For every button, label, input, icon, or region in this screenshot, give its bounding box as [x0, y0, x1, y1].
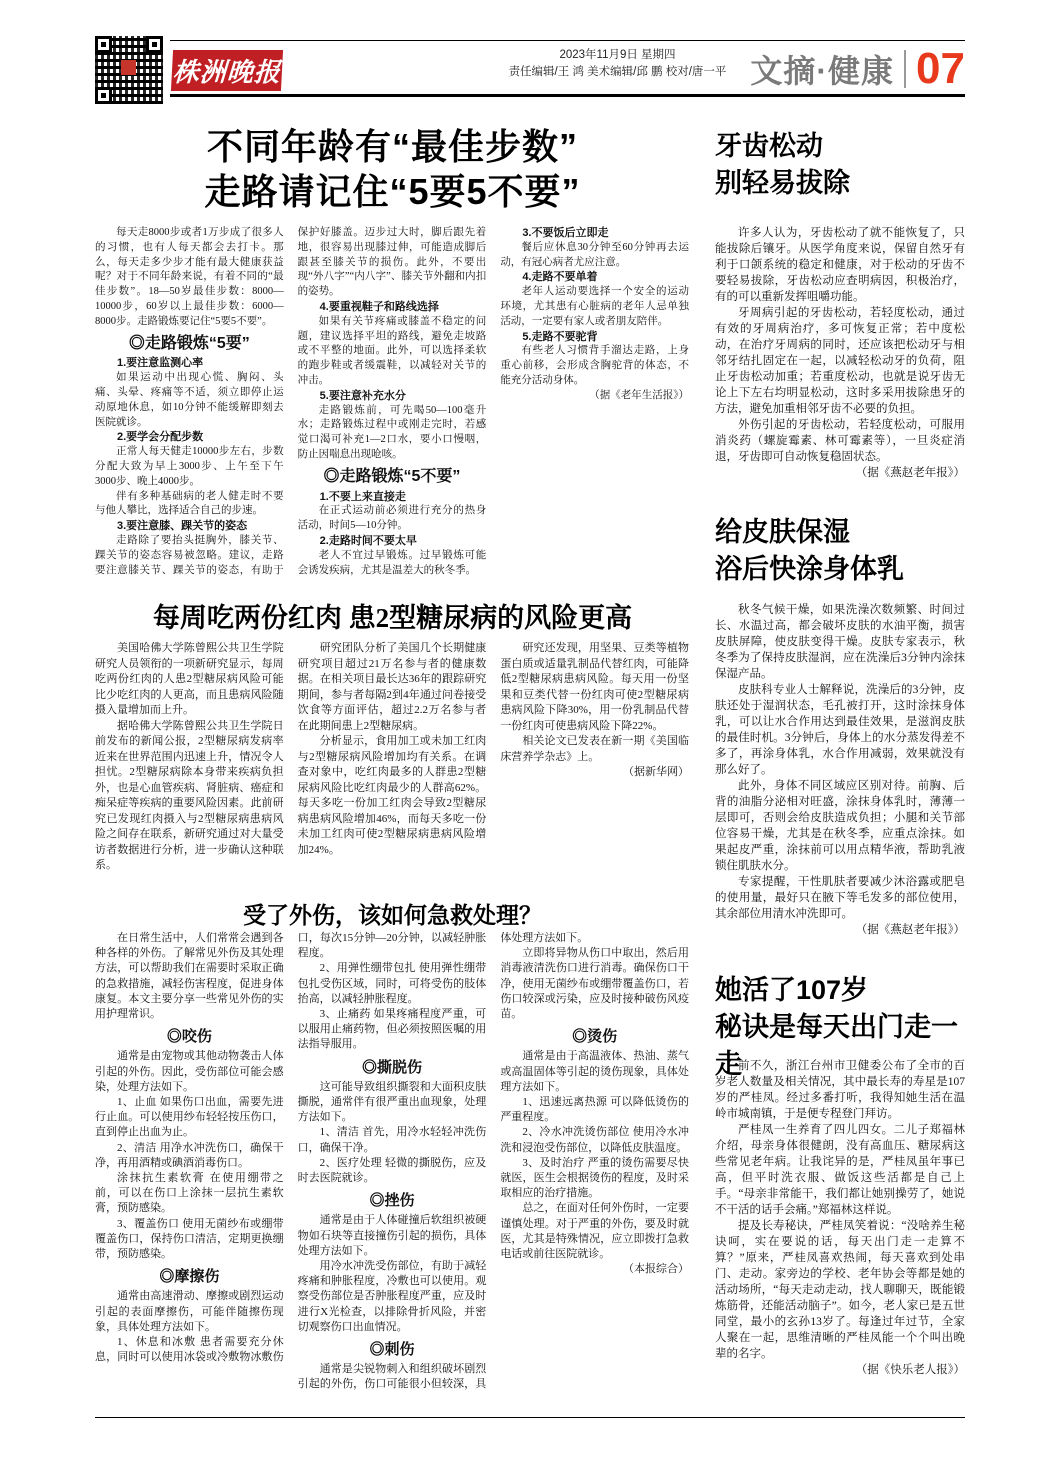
paragraph: 老人不宜过早锻炼。过早锻炼可能会诱发疾病，尤其是温差大的秋冬季。 [297, 549, 487, 576]
title-line-2: 秘诀是每天出门走一走 [715, 1012, 958, 1079]
paragraph: 3、止痛药 如果疼痛程度严重，可以服用止痛药物，但必须按照医嘱的用法指导服用。 [297, 1008, 487, 1051]
title-line-2: 别轻易拔除 [715, 168, 850, 198]
paragraph: 有些老人习惯背手溜达走路，上身重心前移，会形成含胸驼背的体态，不能充分活动身体。 [500, 345, 689, 386]
title-line-1: 给皮肤保湿 [715, 517, 850, 547]
qr-finder-icon [95, 87, 112, 104]
paragraph: 走路锻炼前，可先喝50—100毫升水；走路锻炼过程中或刚走完时，若感觉口渴可补充1—2口水，要小口慢咽，防止因喘息出现呛咳。 [297, 404, 487, 460]
source-attribution: （据《老年生活报》） [589, 389, 689, 401]
paragraph: 餐后应休息30分钟至60分钟再去运动，有冠心病者尤应注意。 [500, 241, 689, 268]
section-divider [904, 50, 906, 88]
paragraph: 走路除了要抬头挺胸外，膝关节、踝关节的姿态容易被忽略。建议，走路要注意膝关节、踝关节的姿态，有助于保护好膝盖。迈步过大时，脚后跟先着地，很容易出现膝过伸，可能造成脚后跟甚至膝关节的损伤。此外，不要出现“外八字”“内八字”、膝关节外翻和内扣的姿势。 [95, 227, 487, 576]
paragraph: 如果运动中出现心慌、胸闷、头痛、头晕、疼痛等不适，须立即停止运动原地休息，如10分钟不能缓解即刻去医院就诊。 [95, 372, 284, 428]
paragraph: 2、用弹性绷带包扎 使用弹性绷带包扎受伤区域，同时，可将受伤的肢体抬高，以减轻肿胀程度。 [297, 962, 487, 1005]
paragraph: 涂抹抗生素软膏 在使用绷带之前，可以在伤口上涂抹一层抗生素软膏，预防感染。 [95, 1172, 284, 1215]
paragraph: 专家提醒，干性肌肤者要减少沐浴露或肥皂的使用量，最好只在腋下等毛发多的部位使用，其余部位用清水冲洗即可。 [715, 876, 965, 920]
paragraph: 外伤引起的牙齿松动，若轻度松动，可服用消炎药（螺旋霉素、林可霉素等），一旦炎症消退，牙齿即可自动恢复稳固状态。 [715, 419, 965, 463]
date-line: 2023年11月9日 星期四 [559, 49, 676, 61]
skin-article-body [715, 602, 965, 970]
redmeat-article-body [95, 641, 689, 885]
paragraph: 每天走8000步或者1万步成了很多人的习惯，也有人每天都会去打卡。那么，每天走多少步才能有最大健康获益呢？对于不同年龄来说，有着不同的“最佳步数”。18—50岁最佳步数：8000—10000步，60岁以上最佳步数：6000—8000步。走路锻炼要记住“5要5不要”。 [95, 227, 284, 327]
paragraph: 相关论文已发表在新一期《美国临床营养学杂志》上。 [500, 735, 689, 763]
paragraph: 1、休息和冰敷 患者需要充分休息，同时可以使用冰袋或冷敷物冰敷伤口，每次15分钟—20分钟，以减轻肿胀程度。 [95, 932, 487, 1364]
list-item-head: 3.要注意膝、踝关节的姿态 [117, 520, 248, 533]
footer-rule [95, 1417, 965, 1418]
masthead-logo [171, 50, 283, 91]
paragraph: 严桂凤一生养育了四儿四女。二儿子郑福林介绍，母亲身体很健朗，没有高血压、糖尿病这些常见老年病。让我诧异的是，严桂凤虽年事已高，但平时洗衣服、做饭这些活都是自己上手。“母亲非常能干，我们都让她别操劳了，她说不干活的话手会痛。”郑福林这样说。 [715, 1124, 965, 1216]
paragraph: 分析显示，食用加工或未加工红肉与2型糖尿病风险增加均有关系。在调查对象中，吃红肉最多的人群患2型糖尿病风险比吃红肉最少的人群高62%。每天多吃一份加工红肉会导致2型糖尿病患病风险增加46%，而每天多吃一份未加工红肉可使2型糖尿病患病风险增加24%。 [297, 735, 487, 856]
subhead-bite-wound: ◎咬伤 [166, 1028, 212, 1046]
paragraph: 2、冷水冲洗烫伤部位 使用冷水冲洗和浸泡受伤部位，以降低皮肤温度。 [500, 1126, 689, 1154]
paragraph: 伴有多种基础病的老人健走时不要与他人攀比，选择适合自己的步速。 [95, 490, 284, 517]
list-item-head: 2.要学会分配步数 [117, 431, 204, 444]
paragraph: 通常由高速滑动、摩擦或剧烈运动引起的表面摩擦伤，可能伴随擦伤现象，具体处理方法如下。 [95, 1290, 284, 1333]
subhead-avulsion-wound: ◎撕脱伤 [361, 1058, 422, 1076]
paragraph: 3、及时治疗 严重的烫伤需要尽快就医，医生会根据烫伤的程度，及时采取相应的治疗措施。 [500, 1156, 689, 1200]
subhead-puncture-wound: ◎刺伤 [369, 1341, 415, 1359]
skin-article-title [715, 514, 965, 588]
subhead-friction-wound: ◎摩擦伤 [159, 1268, 220, 1286]
qr-finder-icon [95, 36, 112, 53]
headline-line-1: 不同年龄有“最佳步数” [206, 126, 578, 167]
list-item-head: 4.走路不要单着 [522, 271, 598, 284]
page-number: 07 [916, 44, 965, 93]
paragraph: 此外，身体不同区域应区别对待。前胸、后背的油脂分泌相对旺盛，涂抹身体乳时，薄薄一层即可，否则会给皮肤造成负担；小腿和关节部位容易干燥，尤其是在秋冬季，应重点涂抹。如果起皮严重，涂抹前可以用点精华液，帮助乳液锁住肌肤水分。 [715, 780, 965, 872]
walking-article-body [95, 226, 689, 590]
paragraph: 在正式运动前必须进行充分的热身活动，时间5—10分钟。 [297, 505, 487, 532]
title-line-1: 牙齿松动 [715, 131, 823, 161]
paragraph: 通常是由于高温液体、热油、蒸气或高温固体等引起的烫伤现象，具体处理方法如下。 [500, 1050, 689, 1093]
paragraph: 立即将异物从伤口中取出，然后用消毒液清洗伤口进行消毒。确保伤口干净，使用无菌纱布或绷带覆盖伤口，若伤口较深或污染，应及时接种破伤风疫苗。 [500, 947, 689, 1021]
paragraph: 用冷水冲洗受伤部位，有助于减轻疼痛和肿胀程度，冷敷也可以使用。观察受伤部位是否肿胀程度严重，应及时进行X光检查，以排除骨折风险，并密切观察伤口出血情况。 [297, 1260, 487, 1333]
title-line-1: 她活了107岁 [715, 975, 869, 1005]
paragraph: 研究团队分析了美国几个长期健康研究项目超过21万名参与者的健康数据。在相关项目最长达36年的跟踪研究期间，参与者每隔2到4年通过问卷接受饮食等方面评估，超过2.2万名参与者在此期间患上2型糖尿病。 [297, 642, 487, 732]
section-title: 文摘·健康 [750, 53, 895, 89]
paragraph: 据哈佛大学陈曾熙公共卫生学院日前发布的新闻公报，2型糖尿病发病率近来在世界范围内迅速上升，情况令人担忧。2型糖尿病除本身带来疾病负担外，也是心血管疾病、肾脏病、癌症和痴呆症等疾病的重要风险因素。此前研究已发现红肉摄入与2型糖尿病患病风险之间存在联系，新研究通过对大量受访者数据进行分析，进一步确认这种联系。 [95, 719, 284, 871]
subhead-walk-5-dont: ◎走路锻炼“5不要” [323, 467, 461, 485]
paragraph: 通常是由于人体碰撞后软组织被硬物如石块等直接撞伤引起的损伤，具体处理方法如下。 [297, 1214, 487, 1257]
paragraph: 美国哈佛大学陈曾熙公共卫生学院研究人员领衔的一项新研究显示，每周吃两份红肉的人患2型糖尿病风险可能比少吃红肉的人更高，而且患病风险随摄入量增加而上升。 [95, 642, 284, 716]
header-meta [490, 47, 745, 81]
list-item-head: 1.不要上来直接走 [319, 490, 406, 503]
paragraph: 总之，在面对任何外伤时，一定要谨慎处理。对于严重的外伤，要及时就医，尤其是特殊情况，应立即拨打急救电话或前往医院就诊。 [500, 1202, 689, 1261]
paragraph: 许多人认为，牙齿松动了就不能恢复了，只能拔除后镶牙。从医学角度来说，保留自然牙有利于口颌系统的稳定和健康，对于松动的牙齿不要轻易拔除，牙齿松动应查明病因，积极治疗，有的可以重新发挥咀嚼功能。 [715, 227, 965, 303]
list-item-head: 4.要重视鞋子和路线选择 [319, 300, 439, 313]
paragraph: 这可能导致组织撕裂和大面积皮肤撕脱，通常伴有很严重出血现象，处理方法如下。 [297, 1080, 487, 1124]
source-attribution: （据《燕赵老年报》） [855, 467, 965, 479]
paragraph: 通常是由宠物或其他动物袭击人体引起的外伤。因此，受伤部位可能会感染，处理方法如下。 [95, 1050, 284, 1093]
subhead-walk-5-do: ◎走路锻炼“5要” [128, 334, 250, 352]
source-attribution: （本报综合） [622, 1263, 689, 1276]
list-item-head: 5.走路不要驼背 [522, 330, 598, 343]
editors-line: 责任编辑/王 鸿 美术编辑/邱 鹏 校对/唐一平 [508, 66, 727, 78]
header-bottom-rule [170, 94, 965, 97]
paragraph: 1、止血 如果伤口出血，需要先进行止血。可以使用纱布轻轻按压伤口，直到停止出血为止。 [95, 1096, 284, 1139]
paragraph: 1、清洁 首先，用冷水轻轻冲洗伤口，确保干净。 [297, 1126, 487, 1154]
list-item-head: 2.走路时间不要太早 [319, 534, 417, 547]
walking-article-headline [95, 124, 690, 214]
paragraph: 3、覆盖伤口 使用无菌纱布或绷带覆盖伤口，保持伤口清洁，定期更换绷带，预防感染。 [95, 1217, 284, 1261]
firstaid-article-body [95, 931, 689, 1395]
paragraph: 皮肤科专业人士解释说，洗澡后的3分钟，皮肤还处于湿润状态，毛孔被打开，这时涂抹身体乳，可以让水合作用达到最佳效果，是滋润皮肤的最佳时机。3分钟后，身体上的水分蒸发得差不多了，再涂身体乳，水合作用减弱，效果就没有那么好了。 [715, 684, 965, 776]
qr-center-seal-icon [121, 60, 136, 75]
list-item-head: 1.要注意监测心率 [117, 357, 204, 370]
list-item-head: 3.不要饭后立即走 [522, 227, 609, 239]
firstaid-article-headline: 受了外伤，该如何急救处理？ [243, 902, 542, 928]
teeth-article-body [715, 225, 965, 513]
paragraph: 前不久，浙江台州市卫健委公布了全市的百岁老人数量及相关情况，其中最长寿的寿星是107岁的严桂凤。经过多番打听，我得知她生活在温岭市城南镇，于是便专程登门拜访。 [715, 1060, 965, 1120]
paragraph: 正常人每天健走10000步左右，步数分配大致为早上3000步、上午至下午3000步、晚上4000步。 [95, 446, 284, 487]
paragraph: 秋冬气候干燥，如果洗澡次数频繁、时间过长、水温过高，都会破坏皮肤的水油平衡，损害皮肤屏障，使皮肤变得干燥。皮肤专家表示，秋冬季为了保持皮肤湿润，应在洗澡后3分钟内涂抹保湿产品。 [715, 604, 965, 680]
paragraph: 通常是尖锐物刺入和组织破坏剧烈引起的外伤，伤口可能很小但较深，具体处理方法如下。 [297, 932, 589, 1391]
paragraph: 2、清洁 用净水冲洗伤口，确保干净，再用酒精或碘酒消毒伤口。 [95, 1141, 284, 1169]
masthead-text: 株洲晚报 [172, 58, 282, 87]
source-attribution: （据新华网） [622, 766, 689, 778]
headline-line-2: 走路请记住“5要5不要” [204, 171, 581, 212]
paragraph: 2、医疗处理 轻微的撕脱伤，应及时去医院就诊。 [297, 1156, 487, 1185]
paragraph: 如果有关节疼痛或膝盖不稳定的问题，建议选择平坦的路线，避免走坡路或不平整的地面。此外，可以选择柔软的跑步鞋或者缓震鞋，以减轻对关节的冲击。 [297, 315, 487, 386]
title-line-2: 浴后快涂身体乳 [715, 554, 904, 584]
qr-code-icon [95, 36, 163, 104]
redmeat-article-headline: 每周吃两份红肉 患2型糖尿病的风险更高 [152, 603, 633, 633]
section-block [730, 44, 965, 94]
paragraph: 老年人运动要选择一个安全的运动环境，尤其患有心脏病的老年人忌单独活动，一定要有家人或者朋友陪伴。 [500, 286, 689, 327]
paragraph: 牙周病引起的牙齿松动，若轻度松动，通过有效的牙周病治疗，多可恢复正常；若中度松动，在治疗牙周病的同时，还应该把松动牙与相邻牙结扎固定在一起，以减轻松动牙的负荷，阻止牙齿松动加重；若重度松动，也就是说牙齿无论上下左右均明显松动，这时多采用拔除患牙的方法，避免加重相邻牙齿不必要的负担。 [715, 307, 965, 415]
subhead-scald-burn: ◎烫伤 [572, 1028, 618, 1046]
header-top-rule [170, 40, 965, 41]
longevity-article-body [715, 1058, 965, 1410]
source-attribution: （据《燕赵老年报》） [855, 924, 965, 936]
source-attribution: （据《快乐老人报》） [855, 1364, 965, 1376]
qr-finder-icon [146, 36, 163, 53]
teeth-article-title [715, 128, 965, 202]
list-item-head: 5.要注意补充水分 [319, 389, 406, 402]
paragraph: 在日常生活中，人们常常会遇到各种各样的外伤。了解常见外伤及其处理方法，可以帮助我们在需要时采取正确的急救措施，减轻伤害程度，促进身体康复。本文主要分享一些常见外伤的实用护理常识。 [95, 932, 284, 1021]
subhead-contusion: ◎挫伤 [369, 1192, 415, 1210]
paragraph: 提及长寿秘诀，严桂凤笑着说：“没啥养生秘诀呵，实在要说的话，每天出门走一走算不算？”原来，严桂凤喜欢热闹，每天喜欢到处串门、走动。家旁边的学校、老年协会等都是她的活动场所，“每天走动走动，找人聊聊天，既能锻炼筋骨，还能活动脑子”。如今，老人家已是五世同堂，最小的玄孙13岁了。每逢过年过节，全家人聚在一起，思维清晰的严桂凤能一个个叫出晚辈的名字。 [715, 1220, 965, 1360]
paragraph: 研究还发现，用坚果、豆类等植物蛋白质或适量乳制品代替红肉，可能降低2型糖尿病患病风险。每天用一份坚果和豆类代替一份红肉可使2型糖尿病患病风险下降30%，用一份乳制品代替一份红肉可使患病风险下降22%。 [500, 642, 689, 732]
paragraph: 1、迅速远离热源 可以降低烫伤的严重程度。 [500, 1096, 689, 1124]
